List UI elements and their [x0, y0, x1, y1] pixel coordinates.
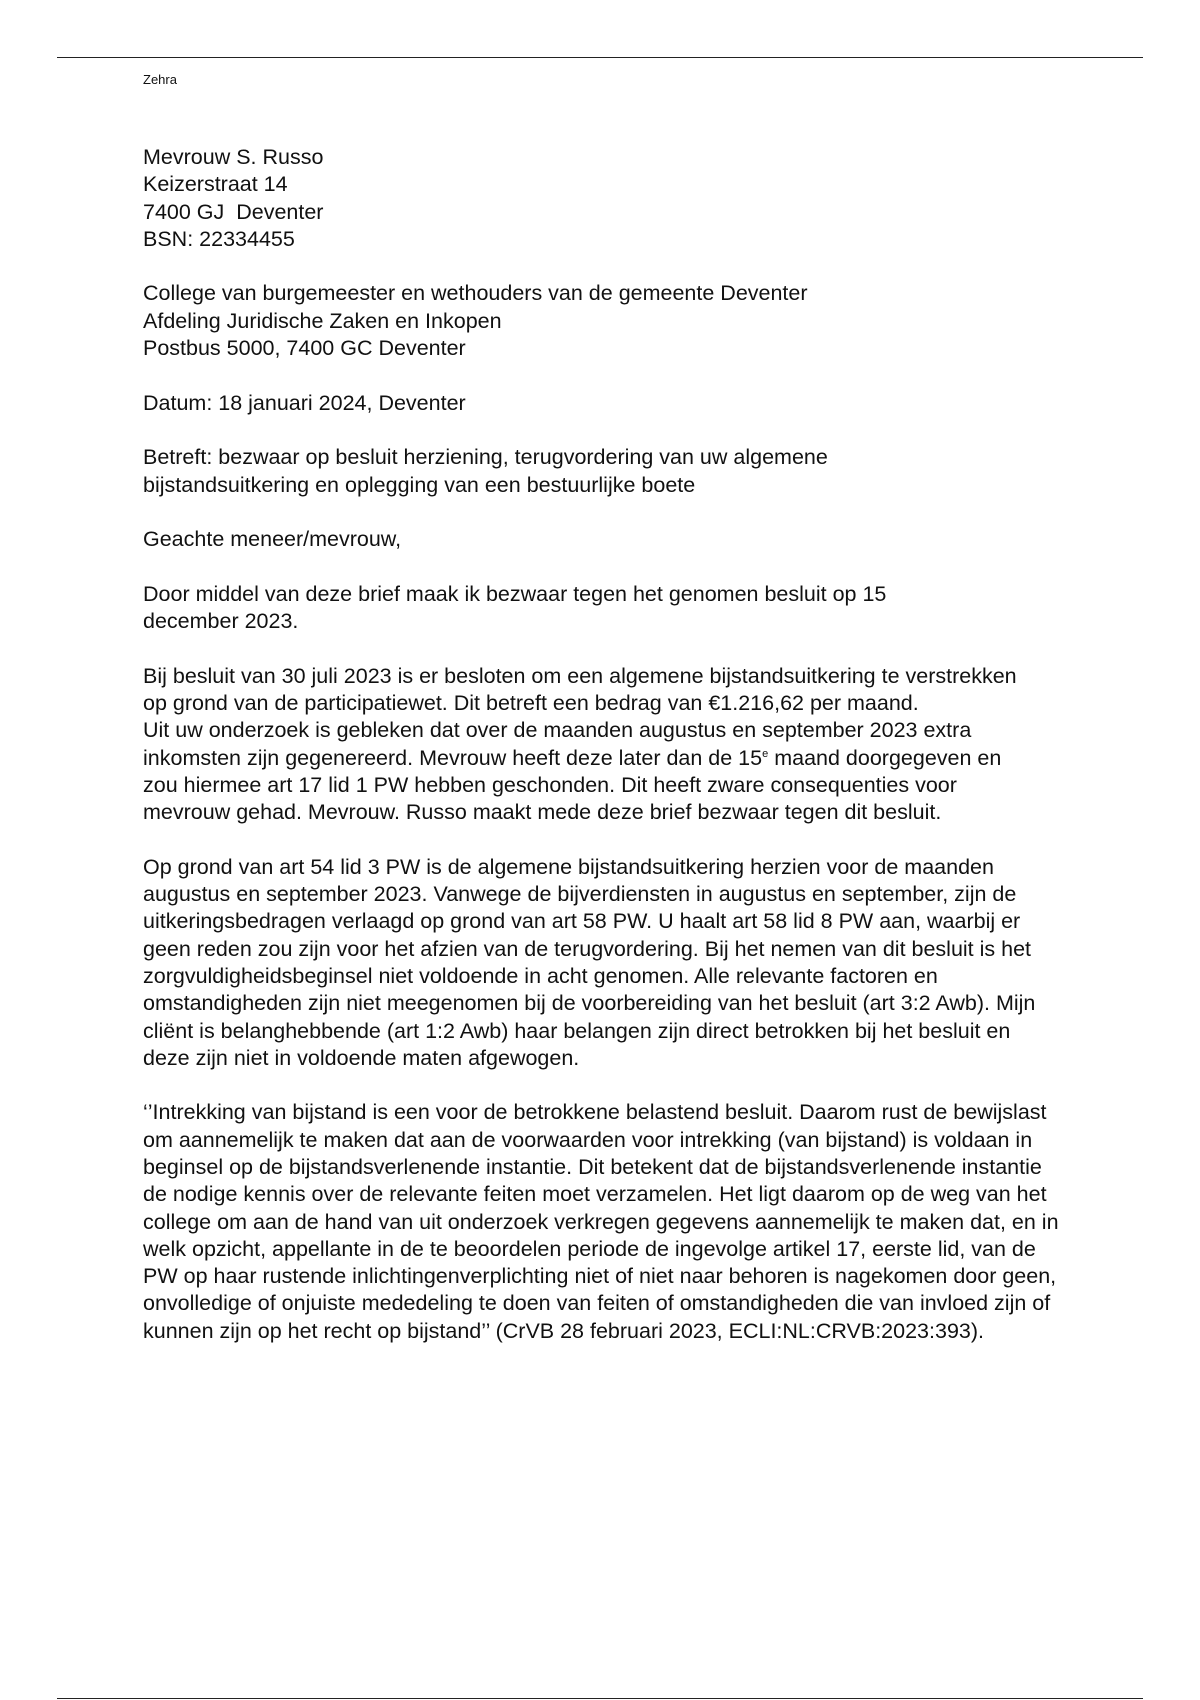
- ordinal-suffix: e: [762, 747, 769, 760]
- footer-rule: [57, 1698, 1143, 1699]
- paragraph-3-start: Uit uw onderzoek is gebleken dat over de maanden augustus en september 2023 extra inkomsten zijn gegenereerd. Mevrouw heeft deze later dan de 15: [143, 718, 972, 770]
- date-line: Datum: 18 januari 2024, Deventer: [143, 390, 466, 415]
- paragraph-3-end: maand doorgegeven en zou hiermee art 17 lid 1 PW hebben geschonden. Dit heeft zware consequenties voor mevrouw gehad. Mevrouw. Russo maakt mede deze brief bezwaar tegen dit besluit.: [143, 745, 1002, 825]
- header-rule: [57, 57, 1143, 58]
- sender-city: 7400 GJ Deventer: [143, 199, 324, 224]
- sender-name: Mevrouw S. Russo: [143, 145, 324, 169]
- recipient-line-3: Postbus 5000, 7400 GC Deventer: [143, 336, 466, 361]
- recipient-address: [143, 280, 1083, 362]
- paragraph-3: [143, 717, 1023, 826]
- header-author: Zehra: [143, 72, 177, 87]
- subject-line: Betreft: bezwaar op besluit herziening, terugvordering van uw algemene bijstandsuitkering en oplegging van een bestuurlijke boete: [143, 445, 828, 497]
- paragraph-2: Bij besluit van 30 juli 2023 is er besloten om een algemene bijstandsuitkering te verstrekken op grond van de participatiewet. Dit betreft een bedrag van €1.216,62 per maand.: [143, 663, 1017, 715]
- sender-street: Keizerstraat 14: [143, 172, 288, 197]
- paragraph-1: Door middel van deze brief maak ik bezwaar tegen het genomen besluit op 15 december 2023.: [143, 581, 887, 634]
- paragraph-5-quote: ‘’Intrekking van bijstand is een voor de betrokkene belastend besluit. Daarom rust de bewijslast om aannemelijk te maken dat aan de voorwaarden voor intrekking (van bijstand) is voldaan in beginsel op de bijstandsverlenende instantie. Dit betekent dat de bijstandsverlenende instantie de nodige kennis over de relevante feiten moet verzamelen. Het ligt daarom op de weg van het college om aan de hand van uit onderzoek verkregen gegevens aannemelijk te maken dat, en in welk opzicht, appellante in de te beoordelen periode de ingevolge artikel 17, eerste lid, van de PW op haar rustende inlichtingenverplichting niet of niet naar behoren is nagekomen door geen, onvolledige of onjuiste mededeling te doen van feiten of omstandigheden die van invloed zijn of kunnen zijn op het recht op bijstand’’ (CrVB 28 februari 2023, ECLI:NL:CRVB:2023:393).: [143, 1100, 1059, 1343]
- sender-address: [143, 144, 1083, 253]
- recipient-line-2: Afdeling Juridische Zaken en Inkopen: [143, 308, 502, 333]
- recipient-line-1: College van burgemeester en wethouders van de gemeente Deventer: [143, 281, 808, 306]
- paragraph-4: Op grond van art 54 lid 3 PW is de algemene bijstandsuitkering herzien voor de maanden augustus en september 2023. Vanwege de bijverdiensten in augustus en september, zijn de uitkeringsbedragen verlaagd op grond van art 58 PW. U haalt art 58 lid 8 PW aan, waarbij er geen reden zou zijn voor het afzien van de terugvordering. Bij het nemen van dit besluit is het zorgvuldigheidsbeginsel niet voldoende in acht genomen. Alle relevante factoren en omstandigheden zijn niet meegenomen bij de voorbereiding van het besluit (art 3:2 Awb). Mijn cliënt is belanghebbende (art 1:2 Awb) haar belangen zijn direct betrokken bij het besluit en deze zijn niet in voldoende maten afgewogen.: [143, 854, 1036, 1070]
- letter-body: [143, 144, 1083, 1345]
- salutation: Geachte meneer/mevrouw,: [143, 527, 402, 552]
- sender-bsn: BSN: 22334455: [143, 226, 295, 251]
